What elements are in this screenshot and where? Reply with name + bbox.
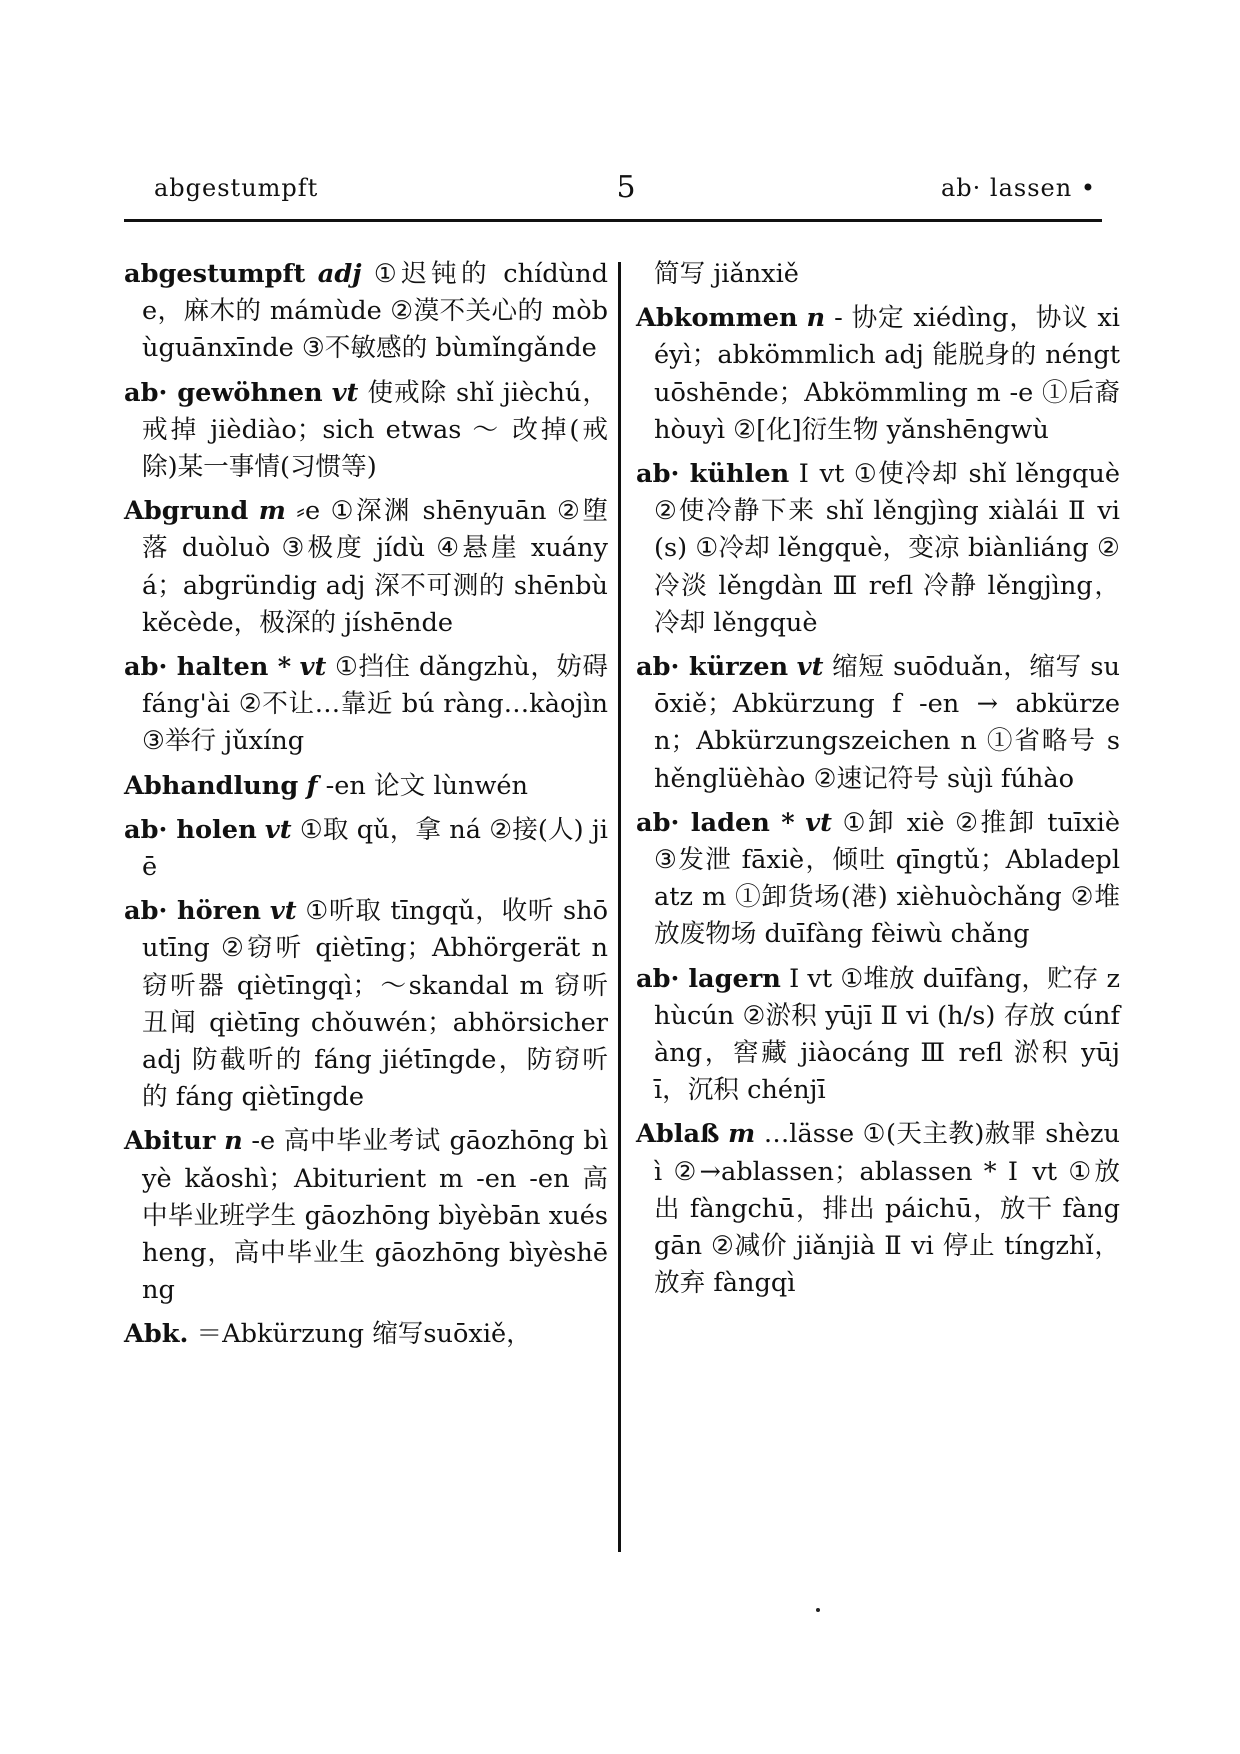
definition: ①迟钝的 chídùnde，麻木的 mámùde ②漠不关心的 mòbùguānxīnde ③不敏感的 bùmǐngǎnde <box>142 259 609 364</box>
definition: Ⅰ vt ①堆放 duīfàng，贮存 zhùcún ②淤积 yūjī Ⅱ vi (h/s) 存放 cúnfàng，窖藏 jiàocáng Ⅲ refl 淤积 yūjī，沉积 chénjī <box>654 963 1120 1106</box>
dictionary-entry <box>636 649 1120 798</box>
grammar-label: adj <box>317 259 362 289</box>
dictionary-entry <box>124 812 608 886</box>
dictionary-entry <box>636 1116 1120 1302</box>
definition: ①挡住 dǎngzhù，妨碍 fáng'ài ②不让…靠近 bú ràng…kàojìn ③举行 jǔxíng <box>142 652 608 757</box>
headword: Abitur <box>124 1126 216 1157</box>
definition: ⸗e ①深渊 shēnyuān ②堕落 duòluò ③极度 jídù ④悬崖 xuányá；abgründig adj 深不可测的 shēnbùkěcède，极深的 jíshēnde <box>142 496 608 638</box>
grammar-label: m <box>728 1119 756 1150</box>
headword: ab· lagern <box>636 963 781 994</box>
definition: …lässe ①(天主教)赦罪 shèzuì ②→ablassen；ablassen * Ⅰ vt ①放出 fàngchū，排出 páichū，放干 fànggān ②减价 jiǎnjià Ⅱ vi 停止 tíngzhǐ，放弃 fàngqì <box>654 1119 1120 1299</box>
page-header <box>150 170 1102 210</box>
dictionary-entry <box>636 805 1120 954</box>
grammar-label: vt <box>264 814 292 845</box>
left-column <box>124 256 608 1361</box>
right-column <box>636 256 1120 1309</box>
headword: Abk. <box>124 1319 189 1350</box>
definition: ＝Abkürzung 缩写suōxiě， <box>188 1319 532 1350</box>
dictionary-entry <box>124 893 608 1116</box>
definition: ①取 qǔ，拿 ná ②接(人) jiē <box>142 814 608 883</box>
dictionary-entry <box>124 375 608 487</box>
running-head-right: ab· lassen • <box>941 174 1096 202</box>
headword: Abgrund <box>124 496 249 527</box>
definition: -en 论文 lùnwén <box>317 770 529 801</box>
grammar-label: vt <box>299 652 327 683</box>
definition: 使戒除 shǐ jièchú，戒掉 jièdiào；sich etwas ～ 改掉(戒除)某一事情(习惯等) <box>142 377 608 483</box>
entry-continuation <box>636 256 1120 293</box>
dictionary-entry <box>124 256 608 368</box>
headword: Ablaß <box>636 1119 720 1150</box>
scan-speck <box>816 1608 820 1612</box>
headword: ab· laden * <box>636 807 795 838</box>
dictionary-entry <box>636 300 1120 449</box>
dictionary-entry <box>124 1123 608 1309</box>
headword: ab· halten * <box>124 652 292 683</box>
definition: - 协定 xiédìng，协议 xiéyì；abkömmlich adj 能脱身的 néngtuōshēnde；Abkömmling m -e ①后裔 hòuyì ②[化]衍生物 yǎnshēngwù <box>654 303 1120 445</box>
definition: ①听取 tīngqǔ，收听 shōutīng ②窃听 qiètīng；Abhörgerät n 窃听器 qiètīngqì；～skandal m 窃听丑闻 qiètīng chǒuwén；abhörsicher adj 防截听的 fáng jiétīngde，防窃听的 fáng qiètīngde <box>142 896 608 1113</box>
grammar-label: vt <box>269 896 297 927</box>
dictionary-entry <box>124 649 608 761</box>
definition: ①卸 xiè ②推卸 tuīxiè ③发泄 fāxiè，倾吐 qīngtǔ；Abladeplatz m ①卸货场(港) xièhuòchǎng ②堆放废物场 duīfàng fèiwù chǎng <box>654 807 1121 950</box>
header-rule <box>124 219 1102 222</box>
grammar-label: f <box>306 770 318 801</box>
grammar-label: vt <box>331 377 359 408</box>
running-head-left: abgestumpft <box>154 174 319 202</box>
dictionary-entry <box>636 961 1120 1110</box>
dictionary-entry <box>124 1316 608 1353</box>
dictionary-entry <box>636 456 1120 642</box>
grammar-label: vt <box>796 652 824 683</box>
definition: -e 高中毕业考试 gāozhōng bìyè kǎoshì；Abiturient m -en -en 高中毕业班学生 gāozhōng bìyèbān xuésheng，高中毕业生 gāozhōng bìyèshēng <box>142 1126 609 1306</box>
page-number: 5 <box>616 170 636 205</box>
headword: ab· kürzen <box>636 652 789 683</box>
definition: 简写 jiǎnxiě <box>654 259 799 289</box>
headword: ab· gewöhnen <box>124 377 323 408</box>
grammar-label: vt <box>805 807 832 838</box>
definition: 缩短 suōduǎn，缩写 suōxiě；Abkürzung f -en → abkürzen；Abkürzungszeichen n ①省略号 shěnglüèhào ②速记符号 sùjì fúhào <box>654 652 1120 794</box>
grammar-label: n <box>806 303 826 334</box>
dictionary-entry <box>124 493 608 642</box>
dictionary-entry <box>124 768 608 805</box>
headword: ab· kühlen <box>636 459 790 490</box>
headword: Abhandlung <box>124 770 299 801</box>
headword: ab· hören <box>124 896 262 927</box>
headword: Abkommen <box>636 303 798 334</box>
headword: ab· holen <box>124 814 257 845</box>
grammar-label: n <box>224 1126 243 1157</box>
definition: Ⅰ vt ①使冷却 shǐ lěngquè ②使冷静下来 shǐ lěngjìng xiàlái Ⅱ vi (s) ①冷却 lěngquè，变凉 biànliáng ②冷淡 lěngdàn Ⅲ refl 冷静 lěngjìng，冷却 lěngquè <box>654 459 1120 638</box>
headword: abgestumpft <box>124 259 306 289</box>
column-divider <box>618 262 621 1552</box>
grammar-label: m <box>258 496 286 527</box>
